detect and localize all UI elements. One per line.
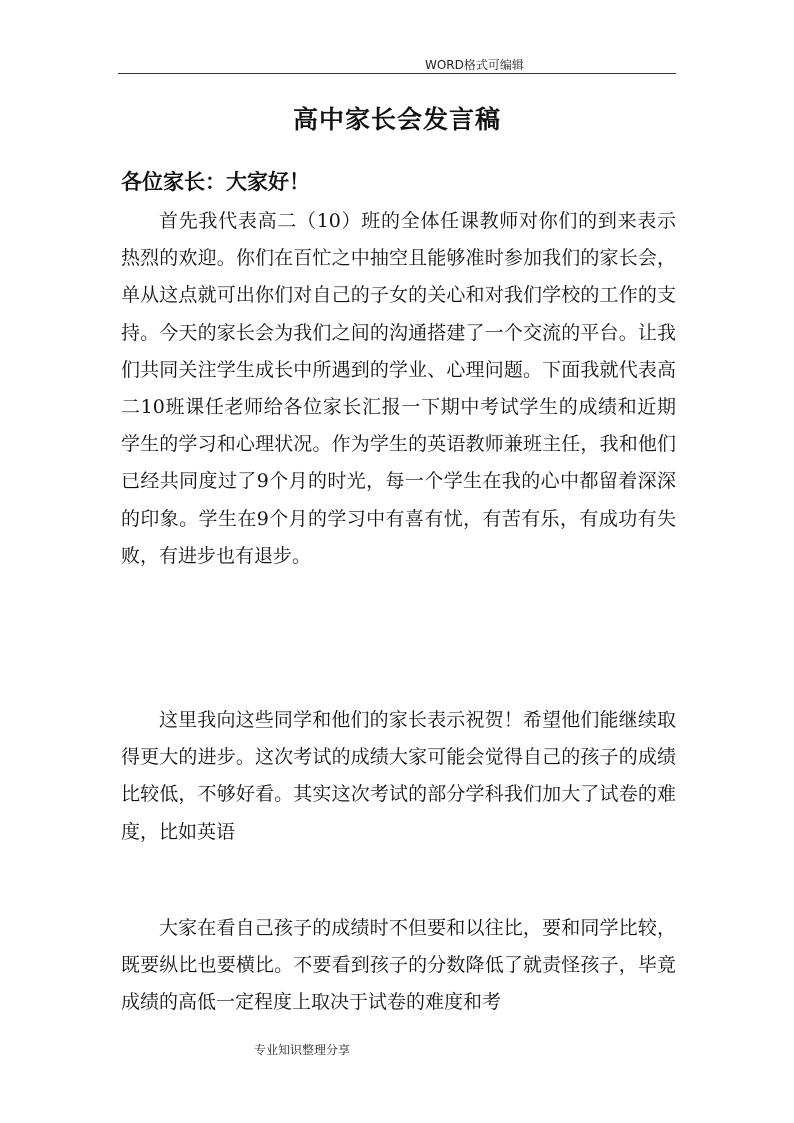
paragraph-2: 这里我向这些同学和他们的家长表示祝贺！希望他们能继续取得更大的进步。这次考试的成绩大家可能会觉得自己的孩子的成绩比较低，不够好看。其实这次考试的部分学科我们加大了试卷的难度，比如英语: [121, 709, 676, 843]
salutation: 各位家长：大家好！: [121, 169, 310, 194]
header-divider: [118, 73, 676, 74]
paragraph-1: 首先我代表高二（10）班的全体任课教师对你们的到来表示热烈的欢迎。你们在百忙之中抽空且能够准时参加我们的家长会，单从这点就可出你们对自己的子女的关心和对我们学校的工作的支持。今天的家长会为我们之间的沟通搭建了一个交流的平台。让我们共同关注学生成长中所遇到的学业、心理问题。下面我就代表高二10班课任老师给各位家长汇报一下期中考试学生的成绩和近期学生的学习和心理状况。作为学生的英语教师兼班主任，我和他们已经共同度过了9个月的时光，每一个学生在我的心中都留着深深的印象。学生在9个月的学习中有喜有忧，有苦有乐，有成功有失败，有进步也有退步。: [121, 210, 676, 567]
document-title: 高中家长会发言稿: [292, 105, 501, 134]
page-header-text: WORD格式可编辑: [425, 58, 524, 72]
page-footer-text: 专业知识整理分享: [254, 1043, 351, 1057]
paragraph-3: 大家在看自己孩子的成绩时不但要和以往比，要和同学比较，既要纵比也要横比。不要看到孩子的分数降低了就责怪孩子，毕竟成绩的高低一定程度上取决于试卷的难度和考: [121, 917, 676, 1014]
